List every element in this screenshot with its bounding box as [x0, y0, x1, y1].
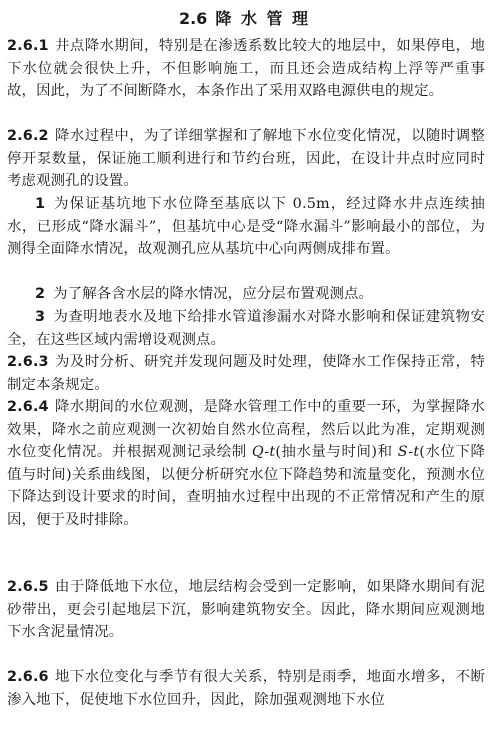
clause-text-part-a: 降水期间的水位观测，是降水管理工作中的重要一环，为掌握降水效果，降水之前应观测一次初始自然水位高程，然后以此为准，定期观测水位变化情况。并根据观测记录绘制: [7, 399, 485, 460]
clause-number: 2.6.6: [7, 669, 49, 685]
st-curve-symbol: S-t: [397, 444, 420, 460]
clause-2-6-2: [7, 125, 485, 193]
item-text: 为保证基坑地下水位降至基底以下 0.5m，经过降水井点连续抽水，已形成“降水漏斗”，但基坑中心是受“降水漏斗”影响最小的部位，为测得全面降水情况，故观测孔应从基坑中心向两侧成排布置。: [7, 196, 485, 257]
clause-2-6-4: [7, 396, 485, 531]
clause-2-6-1: [7, 35, 485, 103]
clause-text: 地下水位变化与季节有很大关系，特别是雨季，地面水增多，不断渗入地下，促使地下水位回升，因此，除加强观测地下水位: [7, 669, 485, 708]
section-title: 降 水 管 理: [215, 9, 311, 28]
section-number: 2.6: [178, 9, 208, 28]
list-item-2: [7, 283, 485, 306]
clause-text: 由于降低地下水位，地层结构会受到一定影响，如果降水期间有泥砂带出，更会引起地层下沉，影响建筑物安全。因此，降水期间应观测地下水含泥量情况。: [7, 579, 485, 640]
clause-2-6-3: [7, 351, 485, 396]
item-number: 2: [35, 286, 46, 302]
clause-2-6-5: [7, 576, 485, 644]
clause-text: 井点降水期间，特别是在渗透系数比较大的地层中，如果停电，地下水位就会很快上升，不但影响施工，而且还会造成结构上浮等严重事故，因此，为了不间断降水，本条作出了采用双路电源供电的规定。: [7, 38, 485, 99]
clause-number: 2.6.5: [7, 579, 49, 595]
clause-2-6-6: [7, 666, 485, 711]
item-text: 为查明地表水及地下给排水管道渗漏水对降水影响和保证建筑物安全，在这些区域内需增设观测点。: [7, 309, 485, 348]
item-number: 1: [35, 196, 46, 212]
item-number: 3: [35, 309, 46, 325]
clause-number: 2.6.1: [7, 38, 49, 54]
clause-number: 2.6.2: [7, 128, 49, 144]
clause-text: 为及时分析、研究并发现问题及时处理，使降水工作保持正常，特制定本条规定。: [7, 354, 485, 393]
list-item-1: [7, 193, 485, 261]
clause-text-part-c: (水位下降值与时间)关系曲线图，以便分析研究水位下降趋势和流量变化，预测水位下降达到设计要求的时间，查明抽水过程中出现的不正常情况和产生的原因，便于及时排除。: [7, 444, 485, 528]
clause-text-part-b: (抽水量与时间)和: [275, 444, 398, 460]
item-text: 为了解各含水层的降水情况，应分层布置观测点。: [53, 286, 374, 302]
clause-text: 降水过程中，为了详细掌握和了解地下水位变化情况，以随时调整停开泵数量，保证施工顺利进行和节约台班，因此，在设计井点时应同时考虑观测孔的设置。: [7, 128, 485, 189]
clause-number: 2.6.3: [7, 354, 49, 370]
clause-number: 2.6.4: [7, 399, 49, 415]
list-item-3: [7, 306, 485, 351]
section-heading: [0, 6, 489, 29]
qt-curve-symbol: Q-t: [251, 444, 276, 460]
